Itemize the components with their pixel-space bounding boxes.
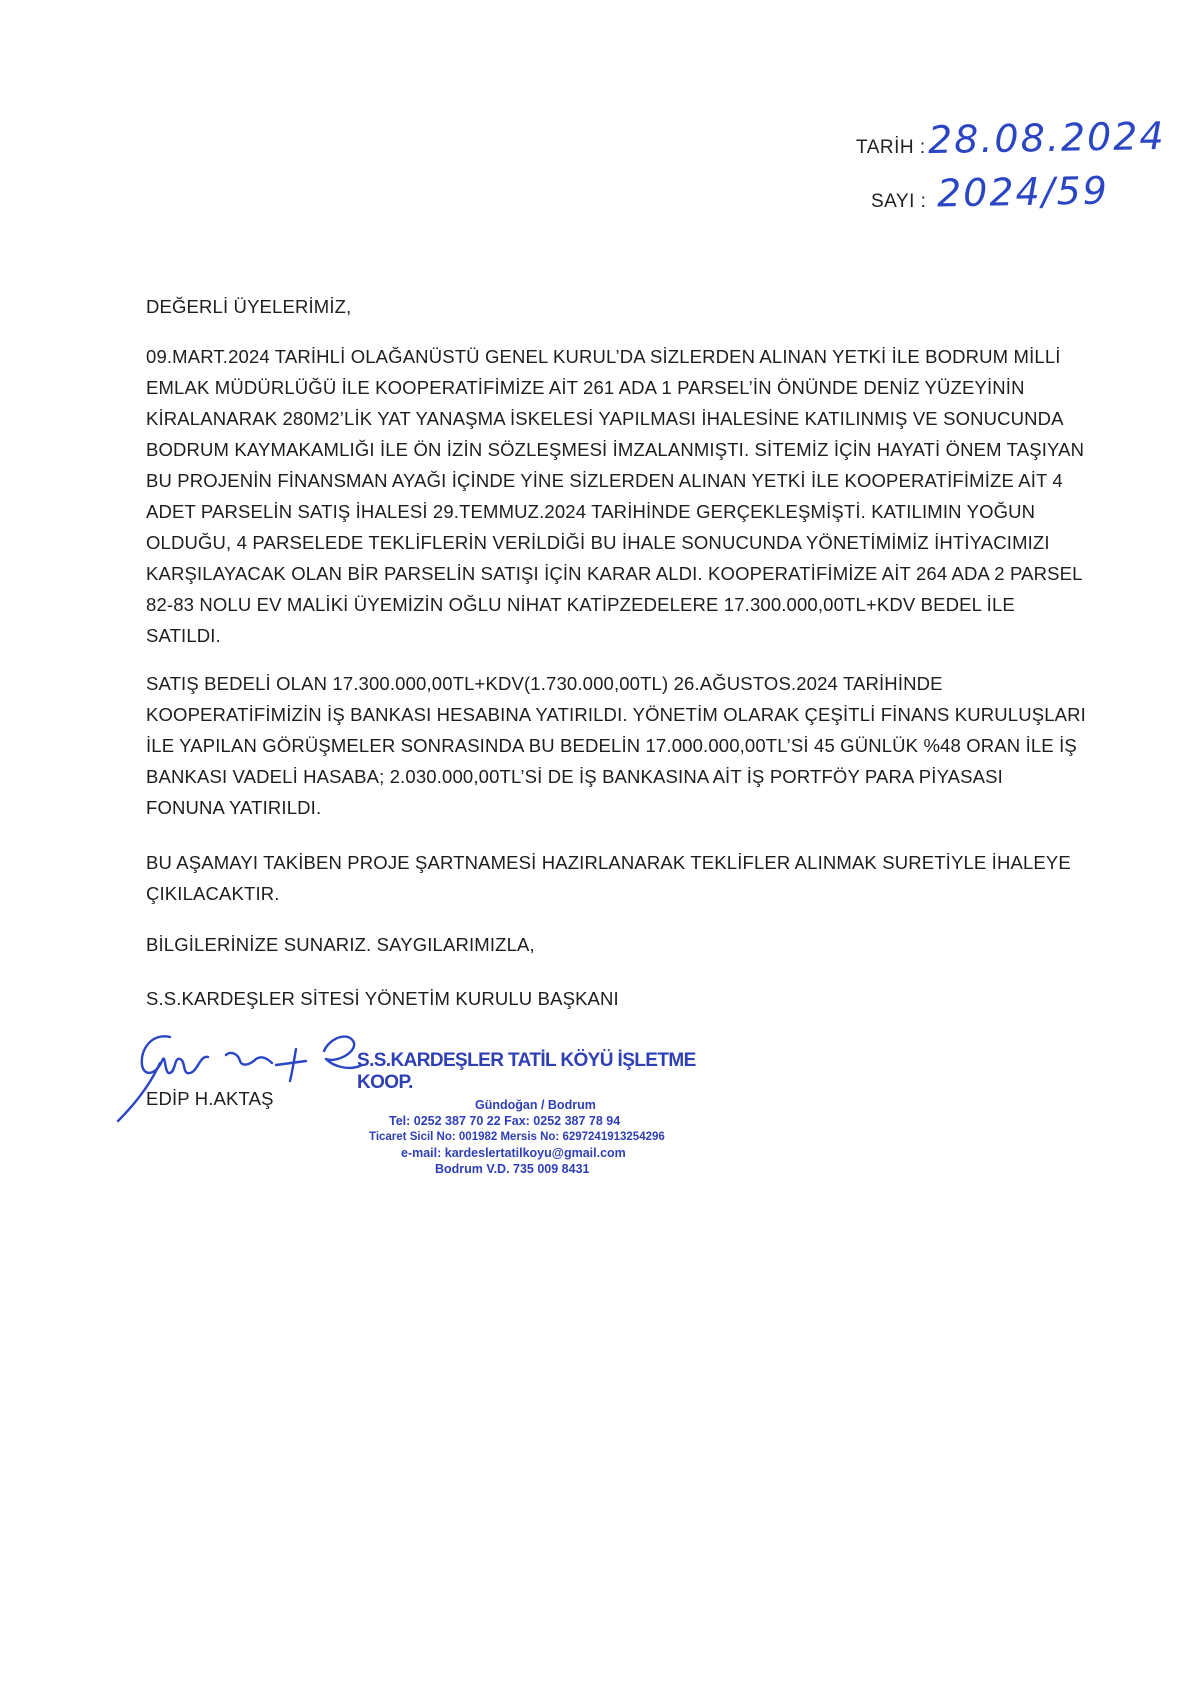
stamp-title: S.S.KARDEŞLER TATİL KÖYÜ İŞLETME KOOP. <box>357 1050 696 1093</box>
stamp-phone-fax: Tel: 0252 387 70 22 Fax: 0252 387 78 94 <box>389 1114 621 1128</box>
paragraph-2-text: SATIŞ BEDELİ OLAN 17.300.000,00TL+KDV(1.730.000,00TL) 26.AĞUSTOS.2024 TARİHİNDE KOOPERATİFİMİZİN İŞ BANKASI HESABINA YATIRILDI. YÖNETİM OLARAK ÇEŞİTLİ FİNANS KURULUŞLARI İLE YAPILAN GÖRÜŞMELER SONRASINDA BU BEDELİN 17.000.000,00TL’Sİ 45 GÜNLÜK %48 ORAN İLE İŞ BANKASI VADELİ HASABA; 2.030.000,00TL’Sİ DE İŞ BANKASINA AİT İŞ PORTFÖY PARA PİYASASI FONUNA YATIRILDI. <box>146 673 1086 818</box>
stamp-tax-office: Bodrum V.D. 735 009 8431 <box>435 1162 590 1176</box>
signer-name: EDİP H.AKTAŞ <box>146 1088 274 1109</box>
paragraph-3 <box>146 847 1086 909</box>
number-label: SAYI : <box>871 191 927 212</box>
salutation: DEĞERLİ ÜYELERİMİZ, <box>146 296 352 317</box>
paragraph-3-text: BU AŞAMAYI TAKİBEN PROJE ŞARTNAMESİ HAZIRLANARAK TEKLİFLER ALINMAK SURETİYLE İHALEYE ÇIKILACAKTIR. <box>146 852 1071 904</box>
number-value-handwritten: 2024/59 <box>936 168 1110 216</box>
paragraph-1-text: 09.MART.2024 TARİHLİ OLAĞANÜSTÜ GENEL KURUL’DA SİZLERDEN ALINAN YETKİ İLE BODRUM MİLLİ EMLAK MÜDÜRLÜĞÜ İLE KOOPERATİFİMİZE AİT 261 ADA 1 PARSEL’İN ÖNÜNDE DENİZ YÜZEYİNİN KİRALANARAK 280M2’LİK YAT YANAŞMA İSKELESİ YAPILMASI İHALESİNE KATILINMIŞ VE SONUCUNDA BODRUM KAYMAKAMLIĞI İLE ÖN İZİN SÖZLEŞMESİ İMZALANMIŞTI. SİTEMİZ İÇİN HAYATİ ÖNEM TAŞIYAN BU PROJENİN FİNANSMAN AYAĞI İÇİNDE YİNE SİZLERDEN ALINAN YETKİ İLE KOOPERATİFİMİZE AİT 4 ADET PARSELİN SATIŞ İHALESİ 29.TEMMUZ.2024 TARİHİNDE GERÇEKLEŞMİŞTİ. KATILIMIN YOĞUN OLDUĞU, 4 PARSELEDE TEKLİFLERİN VERİLDİĞİ BU İHALE SONUCUNDA YÖNETİMİMİZ İHTİYACIMIZI KARŞILAYACAK OLAN BİR PARSELİN SATIŞI İÇİN KARAR ALDI. KOOPERATİFİMİZE AİT 264 ADA 2 PARSEL 82-83 NOLU EV MALİKİ ÜYEMİZİN OĞLU NİHAT KATİPZEDELERE 17.300.000,00TL+KDV BEDEL İLE SATILDI. <box>146 346 1085 646</box>
signer-title: S.S.KARDEŞLER SİTESİ YÖNETİM KURULU BAŞKANI <box>146 988 619 1009</box>
stamp-email: e-mail: kardeslertatilkoyu@gmail.com <box>401 1146 626 1160</box>
stamp-address: Gündoğan / Bodrum <box>475 1098 596 1112</box>
paragraph-1 <box>146 341 1086 651</box>
closing-line: BİLGİLERİNİZE SUNARIZ. SAYGILARIMIZLA, <box>146 934 535 955</box>
date-label: TARİH : <box>856 137 926 158</box>
paragraph-2 <box>146 668 1086 823</box>
stamp-registry: Ticaret Sicil No: 001982 Mersis No: 6297241913254296 <box>369 1131 665 1143</box>
company-stamp <box>357 1050 705 1177</box>
date-value-handwritten: 28.08.2024 <box>927 113 1166 163</box>
